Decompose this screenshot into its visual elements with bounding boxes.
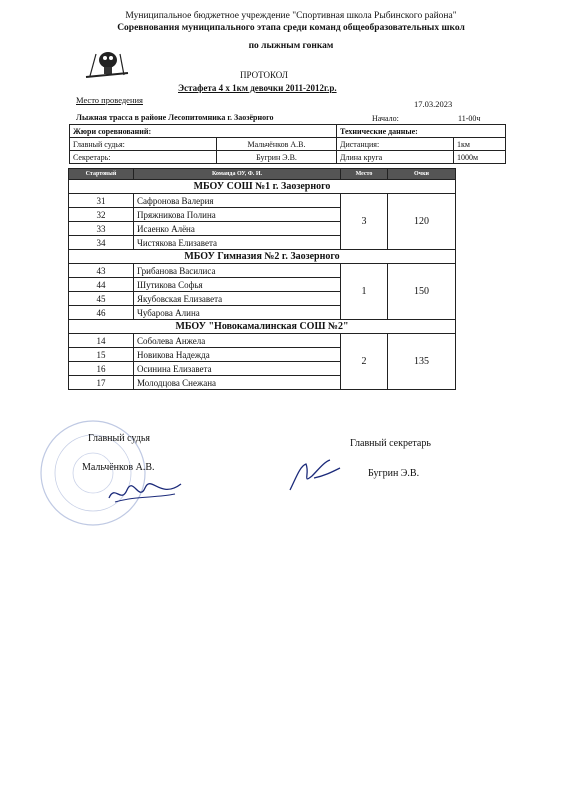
chief-secretary-signature-icon — [284, 456, 344, 496]
start-number: 46 — [69, 306, 134, 320]
team-place: 2 — [341, 334, 388, 390]
technical-label: Технические данные: — [337, 125, 506, 138]
participant-name: Якубовская Елизавета — [134, 292, 341, 306]
secretary-value: Бугрин Э.В. — [217, 151, 337, 164]
start-number: 14 — [69, 334, 134, 348]
start-number: 45 — [69, 292, 134, 306]
results-table — [68, 168, 456, 390]
team-points: 120 — [388, 194, 456, 250]
event-date: 17.03.2023 — [414, 99, 453, 109]
team-place: 1 — [341, 264, 388, 320]
participant-name: Соболева Анжела — [134, 334, 341, 348]
start-number: 16 — [69, 362, 134, 376]
organization-name: Муниципальное бюджетное учреждение "Спортивная школа Рыбинского района" — [125, 11, 457, 21]
start-number: 32 — [69, 208, 134, 222]
chief-judge-signature-icon — [105, 478, 185, 508]
event-title: Эстафета 4 х 1км девочки 2011-2012г.р. — [178, 83, 337, 93]
team-name-row: МБОУ "Новокамалинская СОШ №2" — [69, 320, 456, 334]
team-place: 3 — [341, 194, 388, 250]
venue-label: Место проведения — [76, 95, 143, 105]
team-name-row: МБОУ Гимназия №2 г. Заозерного — [69, 250, 456, 264]
competition-name: Соревнования муниципального этапа среди команд общеобразовательных школ — [117, 23, 465, 33]
chief-judge-title: Главный судья — [88, 433, 151, 444]
protocol-label: ПРОТОКОЛ — [240, 70, 288, 80]
start-time: 11-00ч — [458, 114, 481, 123]
participant-name: Чубарова Алина — [134, 306, 341, 320]
start-number: 17 — [69, 376, 134, 390]
column-header-points: Очки — [388, 169, 456, 180]
participant-name: Новикова Надежда — [134, 348, 341, 362]
start-number: 15 — [69, 348, 134, 362]
participant-name: Сафронова Валерия — [134, 194, 341, 208]
column-header-team: Команда ОУ, Ф. И. — [134, 169, 341, 180]
team-name-row: МБОУ СОШ №1 г. Заозерного — [69, 180, 456, 194]
secretary-label: Секретарь: — [70, 151, 217, 164]
start-number: 31 — [69, 194, 134, 208]
start-label: Начало: — [372, 114, 399, 123]
team-points: 150 — [388, 264, 456, 320]
distance-label: Дистанция: — [337, 138, 454, 151]
start-number: 43 — [69, 264, 134, 278]
team-points: 135 — [388, 334, 456, 390]
participant-name: Исаенко Алёна — [134, 222, 341, 236]
participant-name: Осинина Елизавета — [134, 362, 341, 376]
start-number: 33 — [69, 222, 134, 236]
venue-name: Лыжная трасса в районе Лесопитомника г. Заозёрного — [76, 113, 274, 122]
chief-judge-value: Мальчёнков А.В. — [217, 138, 337, 151]
column-header-place: Место — [341, 169, 388, 180]
start-number: 34 — [69, 236, 134, 250]
distance-value: 1км — [454, 138, 506, 151]
jury-label: Жюри соревнований: — [70, 125, 337, 138]
table-row — [69, 194, 456, 208]
column-header-start: Стартовый — [69, 169, 134, 180]
lap-value: 1000м — [454, 151, 506, 164]
participant-name: Чистякова Елизавета — [134, 236, 341, 250]
participant-name: Грибанова Василиса — [134, 264, 341, 278]
table-row — [69, 264, 456, 278]
officials-info-table — [69, 124, 506, 164]
start-number: 44 — [69, 278, 134, 292]
participant-name: Пряжникова Полина — [134, 208, 341, 222]
chief-secretary-title: Главный секретарь — [350, 438, 431, 449]
chief-judge-label: Главный судья: — [70, 138, 217, 151]
participant-name: Молодцова Снежана — [134, 376, 341, 390]
chief-secretary-name: Бугрин Э.В. — [368, 468, 420, 479]
sport-name: по лыжным гонкам — [248, 41, 334, 51]
skier-logo-icon — [84, 46, 130, 80]
table-row — [69, 334, 456, 348]
chief-judge-name: Мальчёнков А.В. — [82, 462, 155, 473]
participant-name: Шутикова Софья — [134, 278, 341, 292]
lap-label: Длина круга — [337, 151, 454, 164]
